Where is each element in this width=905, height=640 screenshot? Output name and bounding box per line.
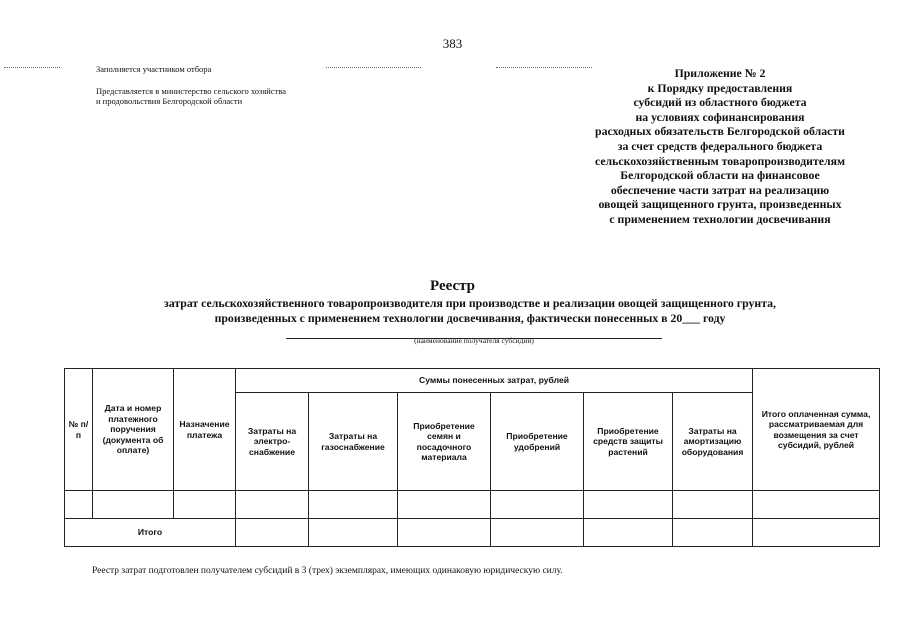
table-cell[interactable] (673, 491, 753, 519)
table-cell[interactable] (753, 491, 880, 519)
col-header-seeds: Приобретение семян и посадочного материала (398, 393, 491, 491)
appendix-line: Приложение № 2 (674, 66, 766, 80)
appendix-line: субсидий из областного бюджета (633, 95, 807, 110)
total-cell[interactable] (491, 519, 584, 547)
table-cell[interactable] (174, 491, 236, 519)
appendix-line: с применением технологии досвечивания (609, 211, 831, 226)
appendix-line: обеспечение части затрат на реализацию (610, 182, 830, 197)
total-cell[interactable] (398, 519, 491, 547)
col-header-purpose: Назначение платежа (174, 369, 236, 491)
registry-title: Реестр (429, 278, 475, 294)
table-cell[interactable] (65, 491, 93, 519)
col-header-payment-date: Дата и номер платежного поручения (документа об оплате) (93, 369, 174, 491)
table-cell[interactable] (584, 491, 673, 519)
appendix-heading (560, 66, 880, 227)
registry-subtitle-line: затрат сельскохозяйственного товаропроизводителя при производстве и реализации овощей защищенного грунта, (163, 296, 776, 310)
cost-registry-table (64, 368, 880, 547)
page-number: 383 (442, 36, 463, 51)
appendix-line: овощей защищенного грунта, произведенных (598, 197, 842, 212)
appendix-line: на условиях софинансирования (635, 109, 805, 124)
appendix-line: к Порядку предоставления (647, 80, 793, 95)
submitted-to-note (96, 86, 356, 106)
total-row (65, 519, 880, 547)
dotted-line-left (4, 67, 60, 70)
recipient-caption: (наименование получателя субсидий) (414, 336, 534, 345)
group-header-costs: Суммы понесенных затрат, рублей (236, 369, 753, 393)
col-header-total: Итого оплаченная сумма, рассматриваемая для возмещения за счет субсидий, рублей (753, 369, 880, 491)
table-cell[interactable] (236, 491, 309, 519)
total-cell[interactable] (753, 519, 880, 547)
col-header-depreciation: Затраты на амортизацию оборудования (673, 393, 753, 491)
appendix-line: расходных обязательств Белгородской области (595, 124, 845, 139)
filled-by-note: Заполняется участником отбора (96, 64, 212, 74)
col-header-electricity: Затраты на электро-снабжение (236, 393, 309, 491)
total-cell[interactable] (236, 519, 309, 547)
table-cell[interactable] (93, 491, 174, 519)
submitted-to-line: Представляется в министерство сельского хозяйства (96, 86, 286, 96)
total-cell[interactable] (309, 519, 398, 547)
table-cell[interactable] (309, 491, 398, 519)
table-header-row (65, 369, 880, 393)
dotted-line-middle (326, 67, 421, 70)
table-row (65, 491, 880, 519)
col-header-gas: Затраты на газоснабжение (309, 393, 398, 491)
table-cell[interactable] (398, 491, 491, 519)
registry-subtitle-line: произведенных с применением технологии досвечивания, фактически понесенных в 20___ году (214, 310, 726, 325)
total-cell[interactable] (584, 519, 673, 547)
col-header-fertilizers: Приобретение удобрений (491, 393, 584, 491)
table-cell[interactable] (491, 491, 584, 519)
appendix-line: Белгородской области на финансовое (620, 168, 820, 183)
submitted-to-line: и продовольствия Белгородской области (96, 96, 243, 106)
registry-subtitle (110, 296, 830, 325)
footer-note: Реестр затрат подготовлен получателем субсидий в 3 (трех) экземплярах, имеющих одинаковую юридическую силу. (92, 566, 563, 576)
total-row-label: Итого (65, 519, 236, 547)
appendix-line: сельскохозяйственным товаропроизводителям (594, 153, 846, 168)
total-cell[interactable] (673, 519, 753, 547)
col-header-plant-protection: Приобретение средств защиты растений (584, 393, 673, 491)
col-header-num: № п/п (65, 369, 93, 491)
appendix-line: за счет средств федерального бюджета (617, 138, 823, 153)
